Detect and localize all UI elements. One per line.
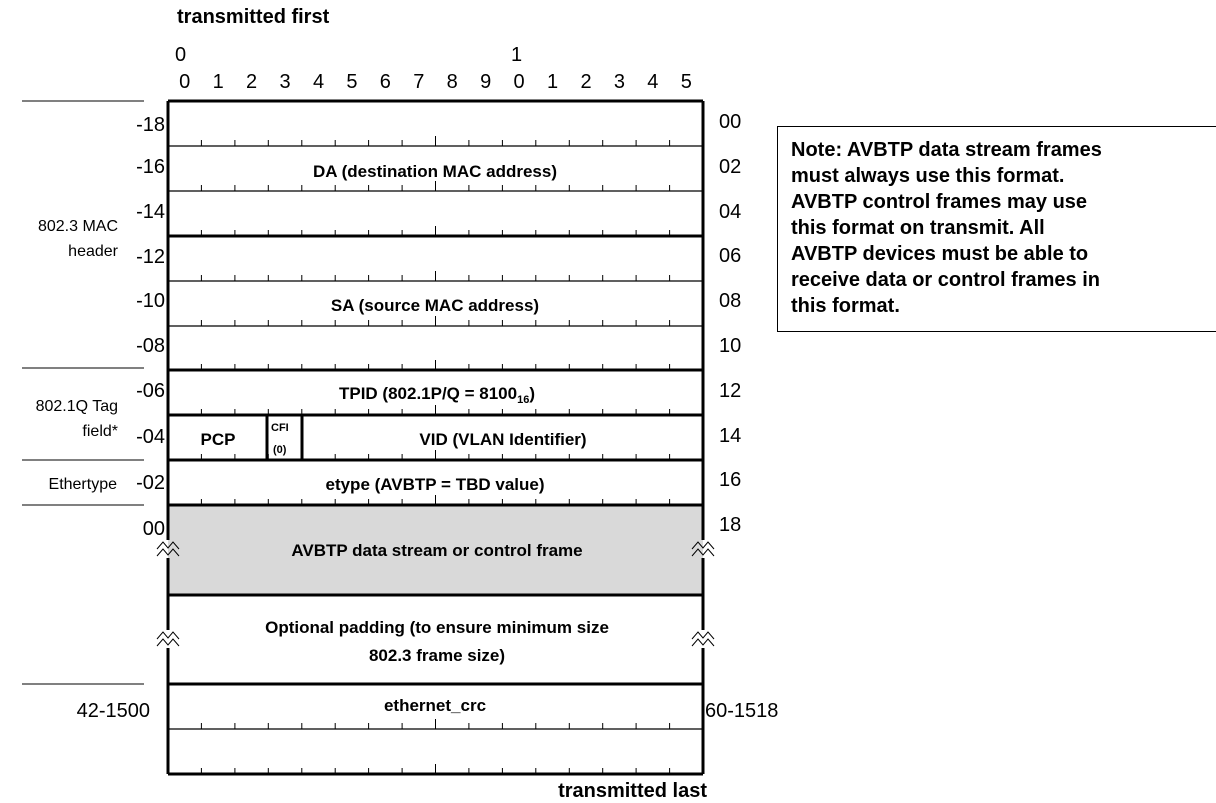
note-line: AVBTP devices must be able to <box>791 243 1089 265</box>
field-tpid: TPID $(802.1P/Q = 8100_{16})$ <box>338 384 536 406</box>
field-pcp: PCP <box>200 430 236 449</box>
bit-number: 0 <box>513 71 525 93</box>
offset-right: 14 <box>719 425 742 447</box>
bit-number: 0 <box>179 71 191 93</box>
note-line: AVBTP control frames may use <box>791 191 1088 213</box>
break-mark <box>692 632 714 646</box>
offset-left-end: 42-1500 <box>76 700 150 722</box>
offset-left: -14 <box>136 201 165 223</box>
offset-left: -12 <box>136 246 165 268</box>
group-ethertype: Ethertype <box>48 476 117 493</box>
field-cfi-bottom: (0) <box>273 444 287 456</box>
group-tag-field-line1: 802.1Q Tag <box>35 398 118 415</box>
offset-left: -04 <box>136 426 165 448</box>
bit-number: 4 <box>312 71 325 93</box>
bit-number: 7 <box>413 71 425 93</box>
offset-right: 16 <box>719 469 742 491</box>
field-padding-line2: 802.3 frame size) <box>368 646 506 665</box>
bit-number: 2 <box>246 71 258 93</box>
field-da: DA (destination MAC address) <box>312 162 558 181</box>
bit-number: 5 <box>680 71 692 93</box>
bit-number: 3 <box>279 71 291 93</box>
field-cfi-top: CFI <box>271 422 289 434</box>
offset-left: -06 <box>136 380 165 402</box>
offset-right-end: 60-1518 <box>705 700 779 722</box>
bit-number: 4 <box>647 71 659 93</box>
offset-right: 04 <box>719 201 742 223</box>
field-padding-line1: Optional padding (to ensure minimum size <box>265 618 609 637</box>
field-vid: VID (VLAN Identifier) <box>419 430 587 449</box>
bit-tens-1: 1 <box>511 44 523 66</box>
bit-number: 9 <box>480 71 492 93</box>
field-payload: AVBTP data stream or control frame <box>291 541 583 560</box>
group-mac-header-line1: 802.3 MAC <box>37 218 118 235</box>
bit-tens-0: 0 <box>175 44 187 66</box>
group-tag-field-line2: field* <box>82 423 118 440</box>
bit-ticks <box>201 136 669 774</box>
bit-number-row <box>179 71 692 93</box>
offset-right: 08 <box>719 290 742 312</box>
field-ethernet-crc: ethernet_crc <box>383 696 487 715</box>
offset-right: 12 <box>719 380 742 402</box>
bit-number: 8 <box>446 71 458 93</box>
offset-left: -16 <box>136 156 165 178</box>
transmitted-first-label: transmitted first <box>177 6 330 28</box>
offset-right: 00 <box>719 111 742 133</box>
bit-number: 3 <box>613 71 625 93</box>
note-box <box>777 126 1216 332</box>
transmitted-last-label: transmitted last <box>558 780 707 802</box>
bit-number: 2 <box>580 71 592 93</box>
offset-left: -18 <box>136 114 165 136</box>
offset-right: 06 <box>719 245 742 267</box>
note-line: receive data or control frames in <box>791 269 1101 291</box>
offset-left: -02 <box>136 472 165 494</box>
field-sa: SA (source MAC address) <box>330 296 540 315</box>
offset-left: -10 <box>136 290 165 312</box>
note-line: this format on transmit. All <box>791 217 1045 239</box>
note-line: this format. <box>791 295 900 317</box>
offset-right: 02 <box>719 156 742 178</box>
bit-number: 5 <box>346 71 358 93</box>
offset-right: 18 <box>719 514 742 536</box>
field-etype: etype (AVBTP = TBD value) <box>325 475 545 494</box>
bit-number: 6 <box>379 71 391 93</box>
offset-left: -08 <box>136 335 165 357</box>
note-line: must always use this format. <box>791 165 1065 187</box>
group-mac-header-line2: header <box>68 243 118 260</box>
note-line: Note: AVBTP data stream frames <box>791 139 1102 161</box>
bit-number: 1 <box>212 71 224 93</box>
offset-left: 00 <box>142 518 165 540</box>
offset-right: 10 <box>719 335 742 357</box>
break-mark <box>157 632 179 646</box>
bit-number: 1 <box>546 71 559 93</box>
